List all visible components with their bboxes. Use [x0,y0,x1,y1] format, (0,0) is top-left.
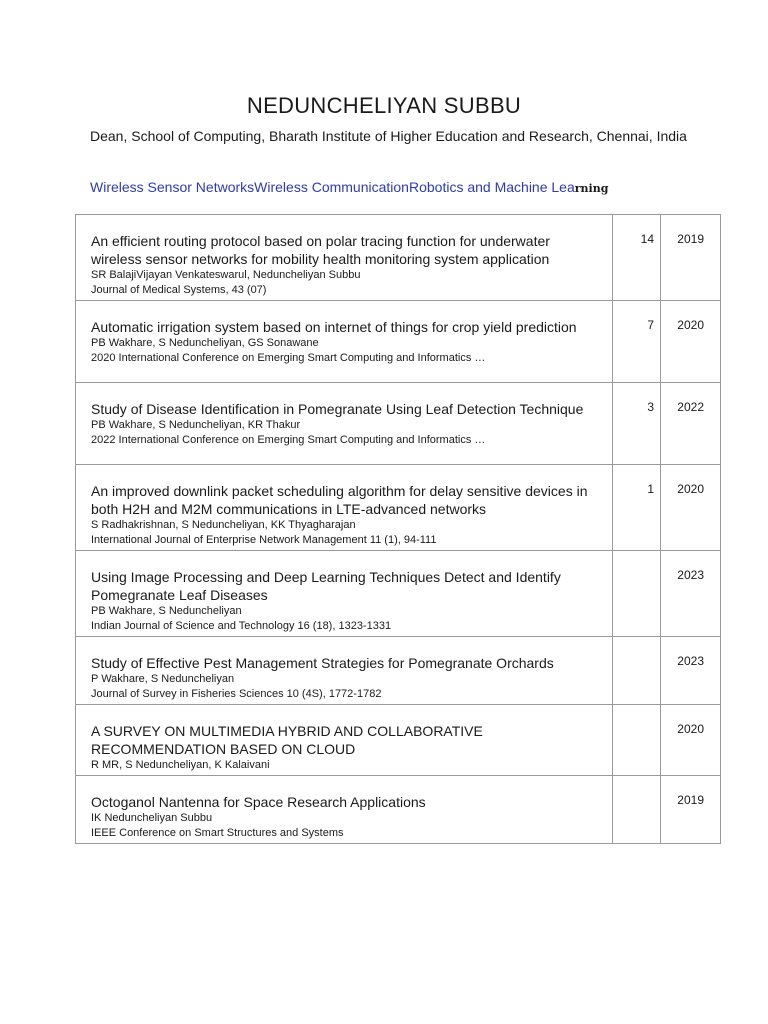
publication-title[interactable]: An efficient routing protocol based on polar tracing function for underwater wireless sensor networks for mobility health monitoring system application [91,233,550,267]
publication-row [76,383,721,465]
publication-row [76,215,721,301]
publication-title[interactable]: Automatic irrigation system based on internet of things for crop yield prediction [91,319,577,335]
publication-cell [76,383,613,465]
publication-authors: P Wakhare, S Neduncheliyan [91,673,235,685]
publication-venue: 2022 International Conference on Emerging Smart Computing and Informatics … [91,434,486,446]
cited-by-count[interactable] [613,637,661,705]
publication-row [76,551,721,637]
publication-venue: Journal of Survey in Fisheries Sciences 10 (4S), 1772-1782 [91,688,382,700]
cited-by-count[interactable]: 1 [613,465,661,551]
publication-year: 2022 [661,383,721,465]
publication-authors: PB Wakhare, S Neduncheliyan, GS Sonawane [91,337,319,349]
publication-title[interactable]: Using Image Processing and Deep Learning Techniques Detect and Identify Pomegranate Leaf Diseases [91,569,561,603]
publications-table [75,214,721,844]
publication-row [76,776,721,844]
cited-by-count[interactable]: 7 [613,301,661,383]
publication-venue: Indian Journal of Science and Technology 16 (18), 1323-1331 [91,620,392,632]
publication-title[interactable]: Study of Effective Pest Management Strategies for Pomegranate Orchards [91,655,554,671]
publication-cell [76,776,613,844]
publication-row [76,637,721,705]
publication-venue: International Journal of Enterprise Network Management 11 (1), 94-111 [91,534,437,546]
research-interests-tail: rning [574,182,609,195]
publication-venue: 2020 International Conference on Emerging Smart Computing and Informatics … [91,352,486,364]
publication-row [76,465,721,551]
publication-title[interactable]: A SURVEY ON MULTIMEDIA HYBRID AND COLLABORATIVE RECOMMENDATION BASED ON CLOUD [91,723,483,757]
publication-year: 2020 [661,301,721,383]
publication-year: 2020 [661,465,721,551]
cited-by-count[interactable] [613,705,661,776]
publication-year: 2019 [661,776,721,844]
publication-cell [76,705,613,776]
publication-venue: IEEE Conference on Smart Structures and Systems [91,827,344,839]
publication-title[interactable]: Study of Disease Identification in Pomegranate Using Leaf Detection Technique [91,401,584,417]
publication-year: 2020 [661,705,721,776]
publication-authors: S Radhakrishnan, S Neduncheliyan, KK Thyagharajan [91,519,356,531]
publication-cell [76,215,613,301]
publication-cell [76,301,613,383]
cited-by-count[interactable]: 14 [613,215,661,301]
publication-row [76,301,721,383]
publication-authors: PB Wakhare, S Neduncheliyan, KR Thakur [91,419,301,431]
publication-year: 2019 [661,215,721,301]
publication-row [76,705,721,776]
publication-authors: SR BalajiVijayan Venkateswarul, Neduncheliyan Subbu [91,269,361,281]
publication-year: 2023 [661,551,721,637]
cited-by-count[interactable]: 3 [613,383,661,465]
cited-by-count[interactable] [613,776,661,844]
publication-authors: R MR, S Neduncheliyan, K Kalaivani [91,759,270,771]
publication-venue: Journal of Medical Systems, 43 (07) [91,284,267,296]
research-interests-text[interactable]: Wireless Sensor NetworksWireless CommunicationRobotics and Machine Lea [90,179,575,195]
publication-cell [76,465,613,551]
cited-by-count[interactable] [613,551,661,637]
profile-affiliation: Dean, School of Computing, Bharath Institute of Higher Education and Research, Chennai, India [90,128,687,144]
publication-title[interactable]: Octoganol Nantenna for Space Research Applications [91,794,426,810]
publication-title[interactable]: An improved downlink packet scheduling algorithm for delay sensitive devices in both H2H and M2M communications in LTE-advanced networks [91,483,588,517]
research-interests [90,179,608,195]
profile-name: NEDUNCHELIYAN SUBBU [246,93,522,118]
publication-cell [76,551,613,637]
publication-cell [76,637,613,705]
publication-authors: IK Neduncheliyan Subbu [91,812,213,824]
publication-authors: PB Wakhare, S Neduncheliyan [91,605,242,617]
publication-year: 2023 [661,637,721,705]
